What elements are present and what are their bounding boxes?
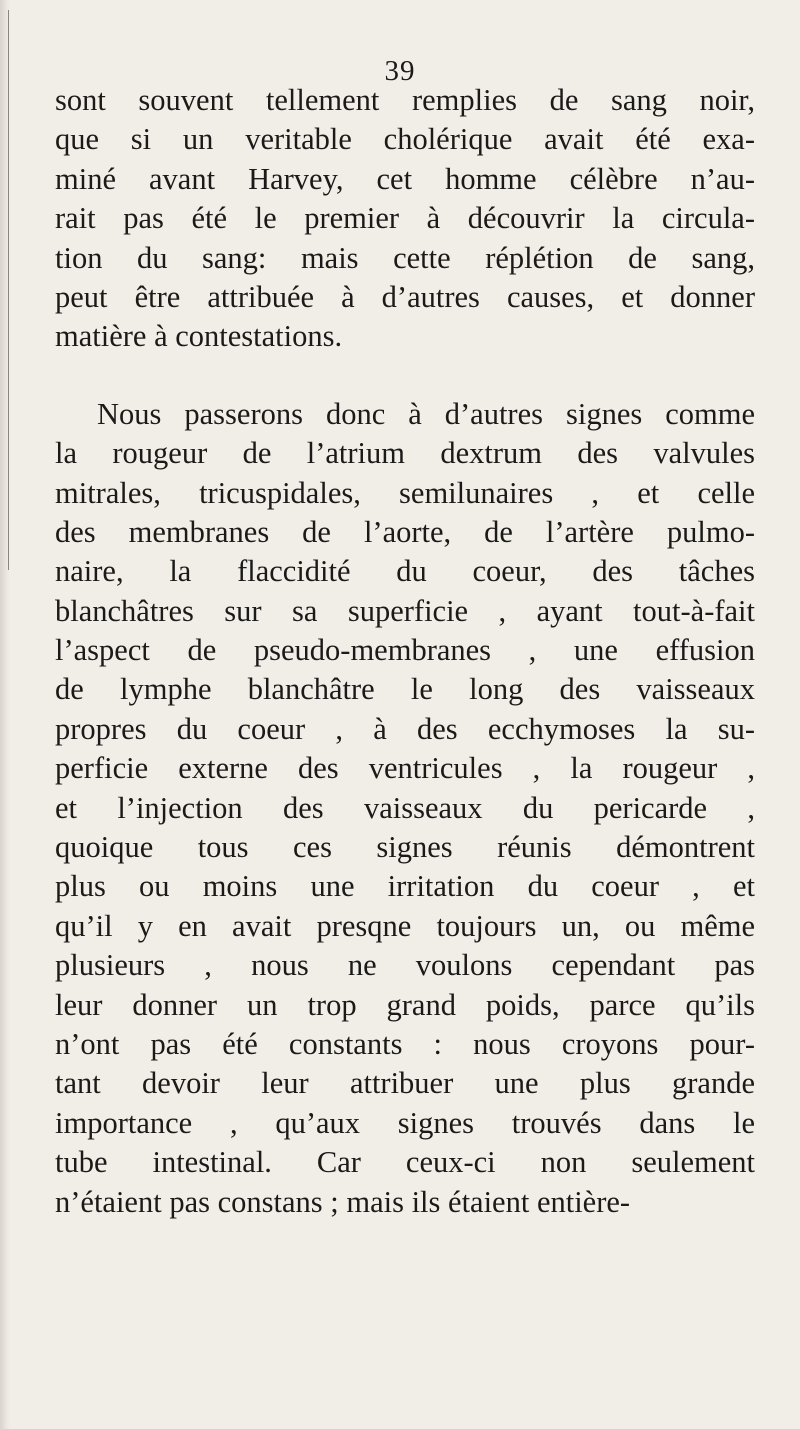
text-line: tion du sang: mais cette réplétion de sang, [55, 240, 755, 275]
text-line: de lymphe blanchâtre le long des vaisseaux [55, 672, 755, 707]
text-line: n’ont pas été constants : nous croyons pour- [55, 1026, 755, 1061]
binding-line [8, 10, 9, 570]
text-line: que si un veritable cholérique avait été exa- [55, 122, 755, 157]
text-line: quoique tous ces signes réunis démontrent [55, 830, 755, 865]
text-line: plus ou moins une irritation du coeur , et [55, 869, 755, 904]
page-number: 39 [384, 55, 416, 87]
paragraph-1 [55, 81, 755, 357]
text-line: propres du coeur , à des ecchymoses la su- [55, 711, 755, 746]
text-line: l’aspect de pseudo-membranes , une effusion [55, 633, 755, 668]
text-line: et l’injection des vaisseaux du pericarde , [55, 790, 755, 825]
text-line: mitrales, tricuspidales, semilunaires , et celle [55, 475, 755, 510]
text-line: sont souvent tellement remplies de sang noir, [55, 83, 755, 117]
body-text [55, 81, 755, 1222]
text-line: plusieurs , nous ne voulons cependant pas [55, 948, 755, 983]
text-line: la rougeur de l’atrium dextrum des valvules [55, 436, 755, 471]
text-line: importance , qu’aux signes trouvés dans le [55, 1105, 755, 1140]
text-line: Nous passerons donc à d’autres signes comme [97, 396, 755, 431]
text-line: n’étaient pas constans ; mais ils étaient entière- [55, 1184, 631, 1219]
text-line: naire, la flaccidité du coeur, des tâches [55, 554, 755, 589]
text-line: rait pas été le premier à découvrir la circula- [55, 201, 755, 236]
text-line: blanchâtres sur sa superficie , ayant tout-à-fait [55, 593, 755, 628]
text-line: miné avant Harvey, cet homme célèbre n’au- [55, 161, 755, 196]
text-line: tube intestinal. Car ceux-ci non seulement [55, 1145, 755, 1180]
text-line: tant devoir leur attribuer une plus grande [55, 1066, 755, 1101]
text-line: qu’il y en avait presqne toujours un, ou même [55, 908, 755, 943]
text-line: matière à contestations. [55, 319, 343, 354]
text-line: peut être attribuée à d’autres causes, et donner [55, 279, 755, 314]
text-line: leur donner un trop grand poids, parce qu’ils [55, 987, 755, 1022]
text-line: des membranes de l’aorte, de l’artère pulmo- [55, 514, 755, 549]
paragraph-2 [55, 395, 755, 1222]
text-line: perficie externe des ventricules , la rougeur , [55, 751, 755, 786]
